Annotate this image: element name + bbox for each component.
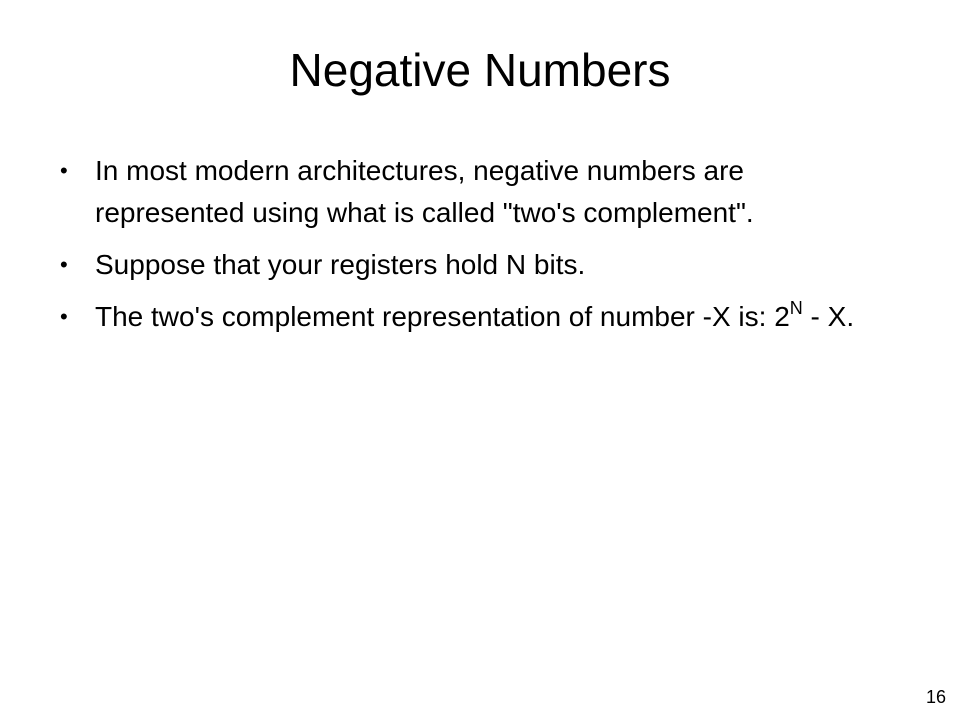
bullet-item — [60, 150, 880, 234]
superscript-exponent: N — [789, 298, 803, 318]
bullet-icon: • — [60, 158, 68, 183]
bullet-text: In most modern architectures, negative numbers are represented using what is called "two's complement". — [95, 155, 754, 228]
bullet-list — [60, 150, 880, 348]
page-number: 16 — [925, 687, 946, 707]
slide-title: Negative Numbers — [289, 44, 671, 96]
bullet-text: Suppose that your registers hold N bits. — [95, 249, 586, 280]
bullet-icon: • — [60, 252, 68, 277]
bullet-text — [95, 298, 855, 332]
bullet-item — [60, 244, 880, 286]
bullet-icon: • — [60, 304, 68, 329]
bullet-text-before: The two's complement representation of number -X is: 2 — [95, 301, 790, 332]
bullet-item — [60, 296, 880, 338]
bullet-text-after: - X. — [802, 301, 855, 332]
